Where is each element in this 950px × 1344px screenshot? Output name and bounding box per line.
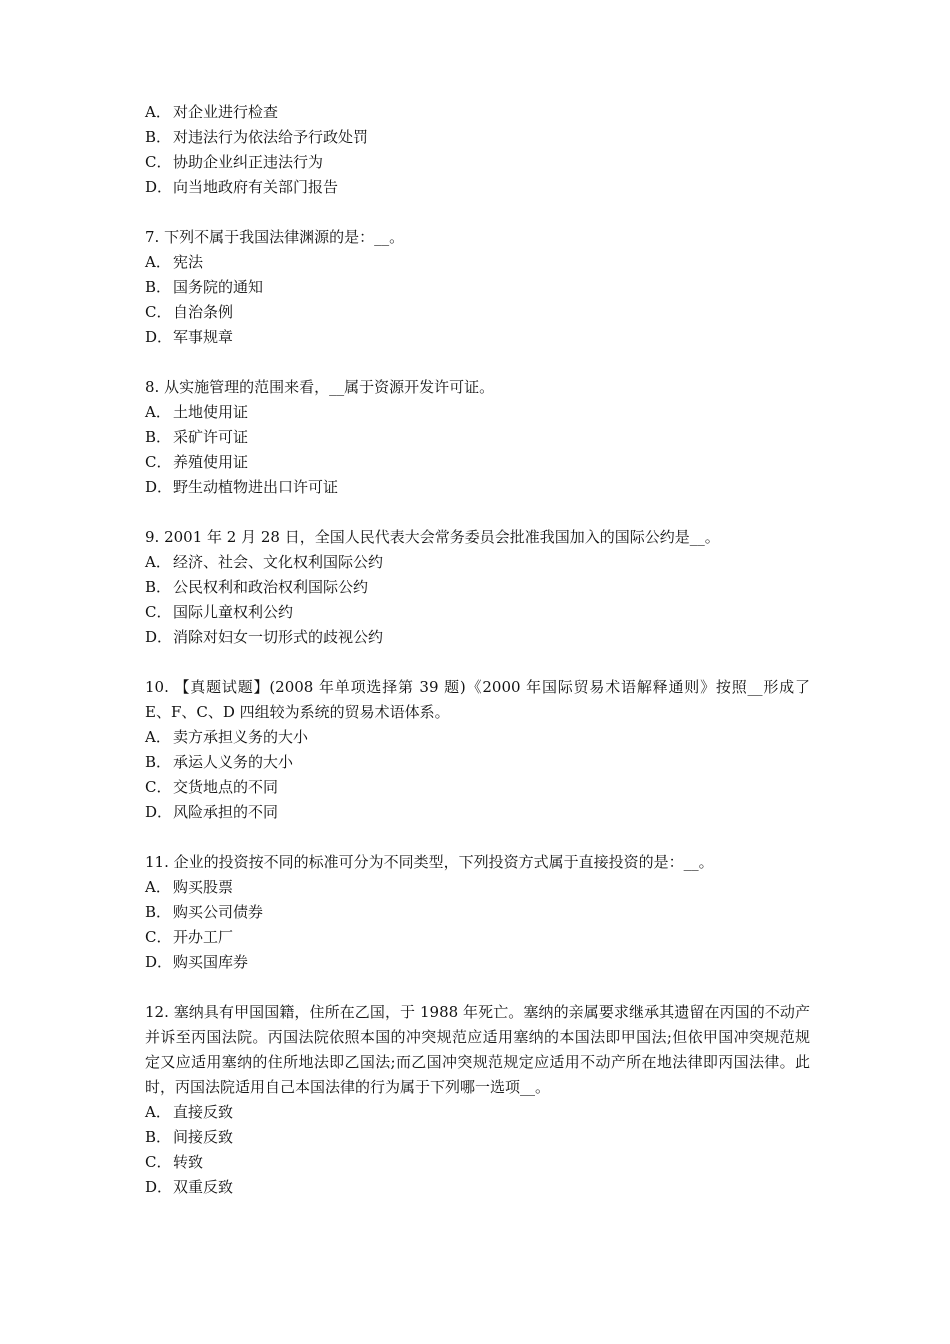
question-block xyxy=(145,225,810,350)
answer-option xyxy=(145,450,810,475)
option-text: 军事规章 xyxy=(173,328,234,346)
option-text: 购买股票 xyxy=(173,878,234,896)
question-block xyxy=(145,675,810,825)
option-letter: C． xyxy=(145,453,172,471)
option-letter: A． xyxy=(145,553,171,571)
option-letter: A． xyxy=(145,878,171,896)
option-letter: D． xyxy=(145,803,173,821)
option-text: 向当地政府有关部门报告 xyxy=(173,178,339,196)
answer-option xyxy=(145,1125,810,1150)
answer-option xyxy=(145,475,810,500)
option-text: 对违法行为依法给予行政处罚 xyxy=(173,128,369,146)
option-text: 协助企业纠正违法行为 xyxy=(173,153,324,171)
option-text: 卖方承担义务的大小 xyxy=(173,728,309,746)
question-text: 10. 【真题试题】(2008 年单项选择第 39 题)《2000 年国际贸易术语解释通则》按照__形成了 E、F、C、D 四组较为系统的贸易术语体系。 xyxy=(145,678,810,721)
option-letter: B． xyxy=(145,428,172,446)
option-text: 购买公司债券 xyxy=(173,903,264,921)
answer-option xyxy=(145,775,810,800)
answer-option xyxy=(145,300,810,325)
answer-option xyxy=(145,400,810,425)
option-text: 风险承担的不同 xyxy=(173,803,279,821)
answer-option xyxy=(145,1175,810,1200)
answer-option xyxy=(145,275,810,300)
option-letter: B． xyxy=(145,753,172,771)
question-block xyxy=(145,375,810,500)
question-text: 12. 塞纳具有甲国国籍，住所在乙国，于 1988 年死亡。塞纳的亲属要求继承其遗留在丙国的不动产并诉至丙国法院。丙国法院依照本国的冲突规范应适用塞纳的本国法即甲国法;但依甲国冲突规范规定又应适用塞纳的住所地法即乙国法;而乙国冲突规范规定应适用不动产所在地法律即丙国法律。此时，丙国法院适用自己本国法律的行为属于下列哪一选项__。 xyxy=(145,1003,810,1096)
option-letter: B． xyxy=(145,903,172,921)
option-letter: D． xyxy=(145,178,173,196)
answer-option xyxy=(145,625,810,650)
option-text: 经济、社会、文化权利国际公约 xyxy=(173,553,384,571)
answer-option xyxy=(145,725,810,750)
option-letter: C． xyxy=(145,153,172,171)
option-text: 直接反致 xyxy=(173,1103,234,1121)
answer-option xyxy=(145,125,810,150)
question-text: 11. 企业的投资按不同的标准可分为不同类型，下列投资方式属于直接投资的是：__。 xyxy=(145,853,714,871)
question-block xyxy=(145,525,810,650)
option-text: 交货地点的不同 xyxy=(173,778,279,796)
question-text: 7. 下列不属于我国法律渊源的是：__。 xyxy=(145,228,405,246)
option-letter: C． xyxy=(145,303,172,321)
option-letter: D． xyxy=(145,953,173,971)
answer-option xyxy=(145,950,810,975)
option-text: 国际儿童权利公约 xyxy=(173,603,294,621)
option-text: 野生动植物进出口许可证 xyxy=(173,478,339,496)
option-text: 土地使用证 xyxy=(173,403,249,421)
answer-option xyxy=(145,750,810,775)
option-letter: D． xyxy=(145,628,173,646)
option-text: 自治条例 xyxy=(173,303,234,321)
option-text: 采矿许可证 xyxy=(173,428,249,446)
question-block xyxy=(145,100,810,200)
answer-option xyxy=(145,325,810,350)
option-letter: D． xyxy=(145,478,173,496)
question-text: 9. 2001 年 2 月 28 日，全国人民代表大会常务委员会批准我国加入的国际公约是__。 xyxy=(145,528,720,546)
answer-option xyxy=(145,175,810,200)
answer-option xyxy=(145,100,810,125)
question-list xyxy=(145,100,810,1225)
option-text: 购买国库券 xyxy=(173,953,249,971)
option-text: 双重反致 xyxy=(173,1178,234,1196)
question-text: 8. 从实施管理的范围来看，__属于资源开发许可证。 xyxy=(145,378,495,396)
option-letter: C． xyxy=(145,928,172,946)
option-text: 转致 xyxy=(173,1153,204,1171)
option-letter: B． xyxy=(145,128,172,146)
answer-option xyxy=(145,550,810,575)
option-text: 公民权利和政治权利国际公约 xyxy=(173,578,369,596)
option-letter: B． xyxy=(145,278,172,296)
option-letter: B． xyxy=(145,1128,172,1146)
answer-option xyxy=(145,575,810,600)
answer-option xyxy=(145,1150,810,1175)
answer-option xyxy=(145,250,810,275)
option-text: 间接反致 xyxy=(173,1128,234,1146)
option-text: 消除对妇女一切形式的歧视公约 xyxy=(173,628,384,646)
answer-option xyxy=(145,925,810,950)
option-text: 承运人义务的大小 xyxy=(173,753,294,771)
answer-option xyxy=(145,1100,810,1125)
option-letter: D． xyxy=(145,328,173,346)
option-text: 国务院的通知 xyxy=(173,278,264,296)
answer-option xyxy=(145,150,810,175)
answer-option xyxy=(145,800,810,825)
option-letter: B． xyxy=(145,578,172,596)
option-letter: A． xyxy=(145,253,171,271)
option-letter: A． xyxy=(145,403,171,421)
option-letter: D． xyxy=(145,1178,173,1196)
answer-option xyxy=(145,425,810,450)
question-block xyxy=(145,850,810,975)
option-text: 对企业进行检查 xyxy=(173,103,279,121)
option-letter: C． xyxy=(145,1153,172,1171)
option-letter: A． xyxy=(145,103,171,121)
option-text: 宪法 xyxy=(173,253,204,271)
answer-option xyxy=(145,875,810,900)
option-letter: C． xyxy=(145,603,172,621)
option-letter: A． xyxy=(145,1103,171,1121)
option-letter: A． xyxy=(145,728,171,746)
option-text: 养殖使用证 xyxy=(173,453,249,471)
answer-option xyxy=(145,900,810,925)
option-letter: C． xyxy=(145,778,172,796)
question-block xyxy=(145,1000,810,1200)
option-text: 开办工厂 xyxy=(173,928,234,946)
answer-option xyxy=(145,600,810,625)
